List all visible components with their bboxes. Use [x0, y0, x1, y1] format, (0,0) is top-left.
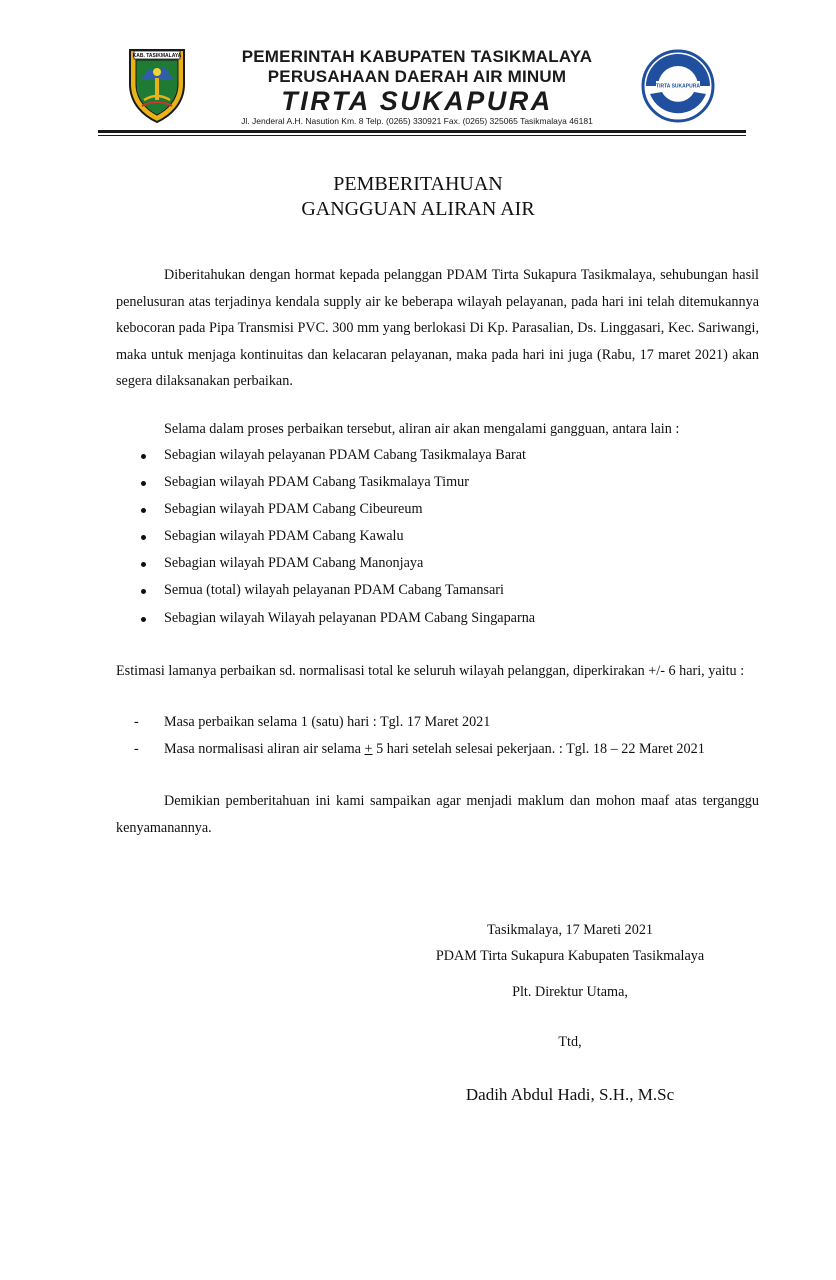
- signatory-name: Dadih Abdul Hadi, S.H., M.Sc: [465, 1085, 675, 1104]
- list-item: [116, 496, 759, 523]
- schedule-list: [116, 709, 776, 762]
- signature-signed: Ttd,: [558, 1034, 582, 1050]
- letterhead-rule-thick: [98, 130, 746, 133]
- dash-marker: -: [134, 714, 139, 730]
- affected-areas-list: [116, 442, 759, 632]
- list-item: [116, 577, 759, 604]
- bullet-icon: [141, 481, 146, 486]
- intro-paragraph: Diberitahukan dengan hormat kepada pelanggan PDAM Tirta Sukapura Tasikmalaya, sehubungan hasil penelusuran atas terjadinya kendala supply air ke beberapa wilayah pelayanan, pada hari ini telah ditemukannya kebocoran pada Pipa Transmisi PVC. 300 mm yang berlokasi Di Kp. Parasalian, Ds. Linggasari, Kec. Sariwangi, maka untuk menjaga kontinuitas dan kelacaran pelayanan, maka pada hari ini juga (Rabu, 17 maret 2021) akan segera dilaksanakan perbaikan.: [116, 267, 759, 389]
- list-item: [116, 605, 759, 632]
- regency-crest-icon: [124, 44, 190, 124]
- list-item: [116, 550, 759, 577]
- list-item: [116, 523, 759, 550]
- pdam-water-drop-logo-icon: [640, 48, 716, 124]
- bullet-icon: [141, 589, 146, 594]
- list-item-text: Sebagian wilayah PDAM Cabang Tasikmalaya Timur: [164, 474, 469, 491]
- bullet-icon: [141, 617, 146, 622]
- list-item: [116, 736, 776, 763]
- plus-minus-sign: +: [364, 740, 373, 757]
- letterhead-government: PEMERINTAH KABUPATEN TASIKMALAYA: [241, 47, 593, 66]
- list-item: [116, 469, 759, 496]
- schedule-text: Masa normalisasi aliran air selama: [164, 740, 365, 757]
- letterhead-address: Jl. Jenderal A.H. Nasution Km. 8 Telp. (0265) 330921 Fax. (0265) 325065 Tasikmalaya 46181: [241, 116, 593, 126]
- svg-text:TIRTA SUKAPURA: TIRTA SUKAPURA: [656, 83, 700, 90]
- letterhead-company-name: TIRTA SUKAPURA: [281, 86, 553, 116]
- letterhead-rule-thin: [98, 135, 746, 136]
- schedule-text-end: 5 hari setelah selesai pekerjaan. : Tgl. 18 – 22 Maret 2021: [372, 740, 705, 757]
- list-item-text: Semua (total) wilayah pelayanan PDAM Cabang Tamansari: [164, 582, 504, 599]
- title-line-2: GANGGUAN ALIRAN AIR: [301, 198, 535, 220]
- list-item: [116, 442, 759, 469]
- list-item-text: Sebagian wilayah pelayanan PDAM Cabang Tasikmalaya Barat: [164, 447, 526, 463]
- list-item: [116, 709, 776, 736]
- title-line-1: PEMBERITAHUAN: [333, 173, 503, 195]
- signature-organization: PDAM Tirta Sukapura Kabupaten Tasikmalaya: [435, 948, 705, 964]
- list-item-text: Sebagian wilayah PDAM Cabang Manonjaya: [164, 555, 424, 572]
- letterhead-company-type: PERUSAHAAN DAERAH AIR MINUM: [267, 67, 567, 86]
- list-item-text: Sebagian wilayah Wilayah pelayanan PDAM Cabang Singaparna: [164, 609, 536, 626]
- list-item-text: Sebagian wilayah PDAM Cabang Cibeureum: [164, 501, 423, 518]
- signature-position: Plt. Direktur Utama,: [512, 984, 628, 1000]
- bullet-icon: [141, 508, 146, 513]
- bullet-icon: [141, 454, 146, 459]
- disruption-intro-paragraph: Selama dalam proses perbaikan tersebut, aliran air akan mengalami gangguan, antara lain :: [164, 421, 680, 437]
- closing-paragraph: Demikian pemberitahuan ini kami sampaikan agar menjadi maklum dan mohon maaf atas terganggu kenyamanannya.: [116, 793, 759, 836]
- estimate-paragraph: Estimasi lamanya perbaikan sd. normalisasi total ke seluruh wilayah pelanggan, diperkirakan +/- 6 hari, yaitu :: [116, 663, 745, 679]
- bullet-icon: [141, 562, 146, 567]
- schedule-text: Masa perbaikan selama 1 (satu) hari : Tgl. 17 Maret 2021: [164, 714, 491, 730]
- svg-text:KAB. TASIKMALAYA: KAB. TASIKMALAYA: [132, 53, 182, 60]
- document-title: [0, 172, 836, 222]
- dash-marker: -: [134, 740, 139, 757]
- bullet-icon: [141, 535, 146, 540]
- signature-place-date: Tasikmalaya, 17 Mareti 2021: [486, 922, 654, 938]
- list-item-text: Sebagian wilayah PDAM Cabang Kawalu: [164, 528, 404, 545]
- letterhead: [98, 34, 746, 140]
